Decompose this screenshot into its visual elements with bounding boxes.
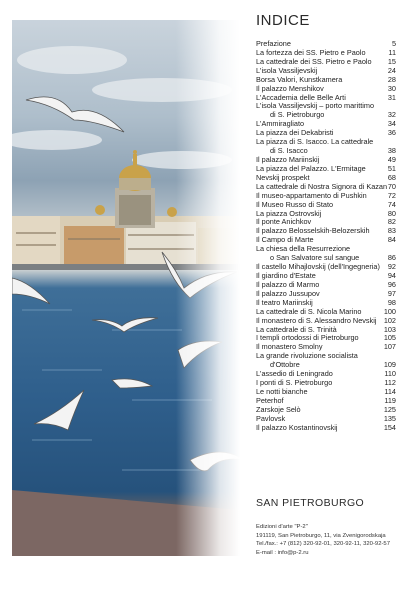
toc-entry-title: L'Accademia delle Belle Arti	[256, 93, 346, 102]
toc-entry	[256, 397, 396, 406]
toc-entry-page: 114	[384, 387, 396, 396]
toc-entry	[256, 343, 396, 352]
toc-entry-title: Il palazzo Mariinskij	[256, 155, 320, 164]
toc-entry-page: 94	[387, 271, 396, 280]
toc-entry	[256, 183, 396, 192]
toc-entry-page: 49	[387, 155, 396, 164]
toc-entry-page: 102	[383, 316, 396, 325]
toc-entry-page: 135	[383, 414, 396, 423]
toc-entry-title-continued: o San Salvatore sul sangue	[270, 253, 360, 263]
toc-entry-title: La piazza dei Dekabristi	[256, 129, 334, 138]
toc-entry-title: Le notti bianche	[256, 387, 308, 396]
toc-entry-page: 86	[387, 253, 396, 263]
table-of-contents	[256, 40, 396, 433]
toc-entry-title: Il monastero Smolny	[256, 343, 323, 352]
toc-entry	[256, 308, 396, 317]
toc-entry-title: L'isola Vassiljevskij	[256, 66, 318, 75]
toc-entry-page: 34	[387, 120, 396, 129]
toc-entry-title: La cattedrale di Nostra Signora di Kazan	[256, 182, 388, 191]
toc-entry-page: 98	[387, 298, 396, 307]
toc-entry-title: Il ponte Anichkov	[256, 218, 312, 227]
toc-entry	[256, 156, 396, 165]
toc-entry-page: 109	[383, 360, 396, 370]
toc-entry-title: Il museo-appartamento di Pushkin	[256, 191, 367, 200]
toc-entry	[256, 245, 396, 263]
publisher-phone: Tel./fax.: +7 (812) 320-92-01, 320-92-11, 320-92-57	[256, 541, 390, 547]
toc-entry-title: Il palazzo Jussupov	[256, 289, 320, 298]
toc-entry-title: La fortezza dei SS. Pietro e Paolo	[256, 48, 366, 57]
toc-entry-page: 100	[383, 307, 396, 316]
toc-entry-page: 28	[387, 75, 396, 84]
toc-entry	[256, 210, 396, 219]
toc-entry-title: Il palazzo di Marmo	[256, 280, 320, 289]
toc-entry	[256, 388, 396, 397]
toc-entry-title: Peterhof	[256, 396, 284, 405]
toc-entry-page: 11	[388, 48, 396, 57]
toc-entry-title: La cattedrale di S. Trinità	[256, 325, 337, 334]
toc-entry-title: L'Ammiragliato	[256, 120, 305, 129]
toc-entry	[256, 120, 396, 129]
toc-entry-title: Il giardino d'Estate	[256, 271, 316, 280]
toc-entry	[256, 415, 396, 424]
toc-entry	[256, 40, 396, 49]
toc-entry-page: 107	[383, 343, 396, 352]
toc-entry	[256, 94, 396, 103]
publisher-info	[256, 523, 404, 557]
toc-entry	[256, 67, 396, 76]
toc-entry-title: Il teatro Mariinskij	[256, 298, 313, 307]
toc-entry	[256, 85, 396, 94]
toc-entry-title: Il palazzo Kostantinovskij	[256, 423, 338, 432]
seagull-icon	[26, 97, 124, 132]
toc-entry-title-continued: di S. Pietroburgo	[270, 110, 325, 120]
toc-entry-page: 5	[391, 40, 396, 48]
toc-entry-title: L'isola Vassiljevskij – porto marittimo	[256, 102, 375, 111]
toc-entry-page: 15	[387, 57, 396, 66]
seagull-icon	[12, 278, 50, 304]
toc-entry-title-continued: di S. Isacco	[270, 146, 308, 156]
toc-entry	[256, 317, 396, 326]
toc-entry-title: La chiesa della Resurrezione	[256, 245, 351, 254]
toc-entry-title: La piazza del Palazzo. L'Ermitage	[256, 164, 366, 173]
toc-entry	[256, 49, 396, 58]
toc-entry-page: 32	[387, 110, 396, 120]
toc-entry-page: 24	[387, 66, 396, 75]
photo-fade-overlay	[176, 20, 256, 556]
toc-entry	[256, 227, 396, 236]
toc-entry-page: 125	[383, 405, 396, 414]
toc-entry-page: 74	[387, 200, 396, 209]
toc-entry-title: Prefazione	[256, 40, 291, 48]
toc-entry-title: Il castello Mihajlovskij (dell'Ingegneria)	[256, 263, 380, 272]
toc-entry-title: Borsa Valori, Kunstkamera	[256, 75, 343, 84]
toc-entry-title: Il Museo Russo di Stato	[256, 200, 334, 209]
publisher-address: 191119, San Pietroburgo, 11, via Zvenigorodskaja	[256, 532, 386, 539]
toc-entry-title: I templi ortodossi di Pietroburgo	[256, 334, 359, 343]
toc-entry-page: 68	[387, 173, 396, 182]
toc-entry-page: 38	[387, 146, 396, 156]
toc-entry	[256, 352, 396, 370]
toc-entry-page: 51	[387, 164, 396, 173]
toc-entry-page: 110	[384, 370, 396, 379]
toc-entry-page: 70	[387, 182, 396, 191]
toc-entry-page: 96	[387, 280, 396, 289]
city-title: SAN PIETROBURGO	[256, 497, 365, 509]
toc-entry-page: 92	[387, 263, 396, 272]
toc-entry	[256, 236, 396, 245]
toc-entry	[256, 174, 396, 183]
toc-entry-title: Pavlovsk	[256, 414, 286, 423]
toc-entry	[256, 201, 396, 210]
toc-entry-page: 83	[387, 227, 396, 236]
publisher-name: Edizioni d'arte "P-2"	[256, 524, 308, 530]
toc-entry	[256, 290, 396, 299]
toc-entry-page: 36	[387, 129, 396, 138]
toc-entry	[256, 272, 396, 281]
toc-entry	[256, 218, 396, 227]
toc-entry-title: La cattedrale di S. Nicola Marino	[256, 307, 362, 316]
toc-entry-page: 105	[383, 334, 396, 343]
toc-entry-title-continued: d'Ottobre	[270, 360, 300, 370]
toc-entry	[256, 326, 396, 335]
toc-entry-title: Zarskoje Selò	[256, 405, 301, 414]
toc-entry	[256, 334, 396, 343]
toc-entry	[256, 379, 396, 388]
toc-entry-page: 82	[387, 218, 396, 227]
toc-entry-title: Il Campo di Marte	[256, 236, 314, 245]
toc-entry-page: 80	[387, 209, 396, 218]
toc-entry-title: Nevskij prospekt	[256, 173, 310, 182]
toc-entry-title: Il palazzo Belosselskih-Belozerskih	[256, 227, 370, 236]
toc-entry	[256, 370, 396, 379]
seagull-icon	[112, 379, 152, 388]
toc-entry	[256, 102, 396, 120]
toc-entry-page: 31	[387, 93, 396, 102]
toc-entry-page: 72	[387, 191, 396, 200]
toc-entry-title: La grande rivoluzione socialista	[256, 352, 358, 361]
toc-entry	[256, 76, 396, 85]
toc-entry	[256, 58, 396, 67]
toc-entry-page: 97	[387, 289, 396, 298]
toc-entry-page: 84	[387, 236, 396, 245]
page-title: INDICE	[256, 12, 310, 29]
toc-entry-page: 154	[383, 423, 396, 432]
toc-entry-page: 30	[387, 84, 396, 93]
toc-entry	[256, 424, 396, 433]
seagull-icon	[34, 390, 84, 430]
toc-entry-page: 112	[384, 379, 396, 388]
toc-entry	[256, 138, 396, 156]
toc-entry-title: La piazza Ostrovskij	[256, 209, 322, 218]
toc-entry-title: La cattedrale dei SS. Pietro e Paolo	[256, 57, 372, 66]
toc-entry-page: 119	[384, 396, 396, 405]
toc-entry	[256, 165, 396, 174]
toc-entry	[256, 299, 396, 308]
toc-entry-title: Il monastero di S. Alessandro Nevskij	[256, 316, 377, 325]
toc-entry	[256, 129, 396, 138]
toc-entry	[256, 192, 396, 201]
toc-entry	[256, 406, 396, 415]
toc-entry	[256, 263, 396, 272]
publisher-email: E-mail : info@p-2.ru	[256, 549, 309, 556]
toc-entry	[256, 281, 396, 290]
toc-entry-title: L'assedio di Leningrado	[256, 370, 333, 379]
toc-entry-title: I ponti di S. Pietroburgo	[256, 379, 333, 388]
toc-entry-title: La piazza di S. Isacco. La cattedrale	[256, 138, 374, 147]
toc-entry-page: 103	[383, 325, 396, 334]
toc-entry-title: Il palazzo Menshikov	[256, 84, 324, 93]
